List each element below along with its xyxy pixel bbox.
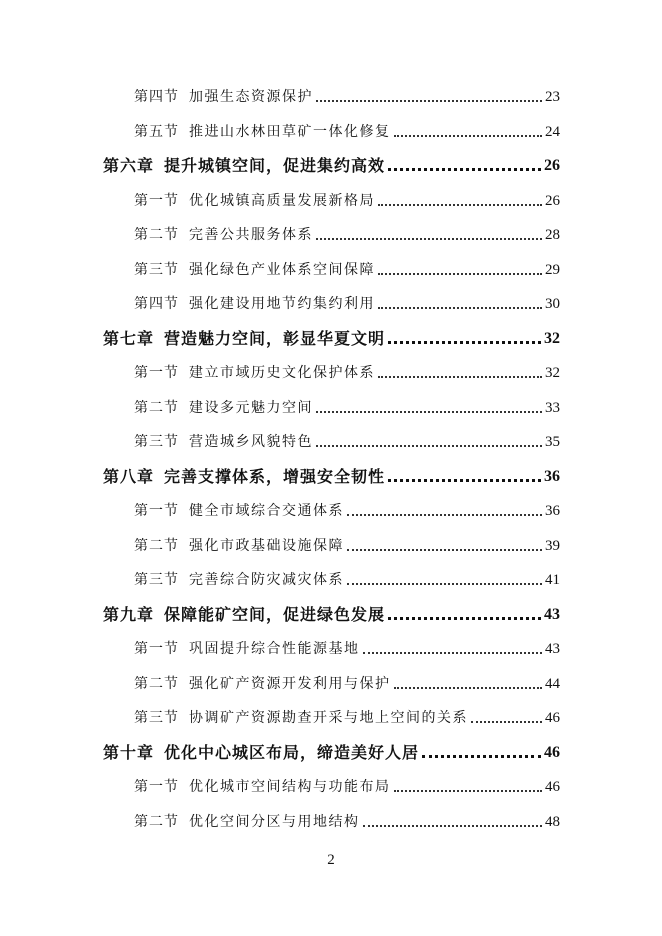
toc-chapter[interactable]	[103, 466, 560, 488]
toc-entry-page: 46	[545, 779, 560, 795]
toc-entry-number: 第三节	[134, 434, 179, 450]
toc-entry-number: 第一节	[134, 193, 179, 209]
toc-entry-title: 建设多元魅力空间	[189, 400, 313, 416]
toc-chapter-title: 完善支撑体系，增强安全韧性	[164, 467, 386, 486]
toc-chapter-title: 保障能矿空间，促进绿色发展	[164, 605, 386, 624]
toc-entry-number: 第二节	[134, 227, 179, 243]
toc-chapter-number: 第七章	[103, 329, 155, 348]
toc-entry-page: 33	[545, 400, 560, 416]
dot-leader	[378, 376, 542, 378]
toc-entry-page: 30	[545, 296, 560, 312]
toc-entry[interactable]	[134, 121, 560, 143]
dot-leader	[316, 445, 542, 447]
toc-entry-page: 39	[545, 538, 560, 554]
toc-entry-number: 第四节	[134, 296, 179, 312]
dot-leader	[388, 168, 541, 171]
toc-entry-title: 巩固提升综合性能源基地	[189, 641, 360, 657]
toc-entry-number: 第二节	[134, 814, 179, 830]
toc-chapter[interactable]	[103, 604, 560, 626]
toc-entry-title: 建立市域历史文化保护体系	[189, 365, 375, 381]
dot-leader	[388, 617, 541, 620]
toc-entry-title: 协调矿产资源勘查开采与地上空间的关系	[189, 710, 468, 726]
toc-entry[interactable]	[134, 86, 560, 108]
toc-chapter-page: 46	[544, 744, 560, 761]
toc-entry-title: 完善综合防灾减灾体系	[189, 572, 344, 588]
toc-entry-number: 第三节	[134, 572, 179, 588]
dot-leader	[422, 755, 541, 758]
dot-leader	[388, 479, 541, 482]
toc-entry[interactable]	[134, 259, 560, 281]
toc-entry[interactable]	[134, 224, 560, 246]
dot-leader	[316, 411, 542, 413]
toc-entry[interactable]	[134, 638, 560, 660]
toc-entry-title: 优化城市空间结构与功能布局	[189, 779, 391, 795]
toc-entry[interactable]	[134, 397, 560, 419]
toc-entry-title: 强化矿产资源开发利用与保护	[189, 676, 391, 692]
toc-entry[interactable]	[134, 776, 560, 798]
toc-chapter-page: 36	[544, 468, 560, 485]
toc-entry[interactable]	[134, 569, 560, 591]
toc-entry-page: 35	[545, 434, 560, 450]
toc-entry-page: 28	[545, 227, 560, 243]
dot-leader	[394, 687, 543, 689]
toc-entry-number: 第一节	[134, 641, 179, 657]
dot-leader	[394, 790, 543, 792]
toc-entry-title: 强化市政基础设施保障	[189, 538, 344, 554]
dot-leader	[378, 204, 542, 206]
toc-chapter-title: 优化中心城区布局，缔造美好人居	[164, 743, 420, 762]
dot-leader	[363, 652, 543, 654]
dot-leader	[316, 238, 542, 240]
toc-entry-number: 第一节	[134, 365, 179, 381]
toc-entry[interactable]	[134, 190, 560, 212]
toc-entry[interactable]	[134, 535, 560, 557]
toc-chapter[interactable]	[103, 155, 560, 177]
toc-entry[interactable]	[134, 362, 560, 384]
toc-entry-page: 36	[545, 503, 560, 519]
toc-entry[interactable]	[134, 811, 560, 833]
toc-chapter-page: 43	[544, 606, 560, 623]
toc-entry-page: 44	[545, 676, 560, 692]
toc-chapter[interactable]	[103, 742, 560, 764]
toc-chapter-number: 第九章	[103, 605, 155, 624]
toc-entry-number: 第一节	[134, 779, 179, 795]
dot-leader	[378, 273, 542, 275]
toc-chapter[interactable]	[103, 328, 560, 350]
toc-entry-page: 32	[545, 365, 560, 381]
toc-chapter-number: 第八章	[103, 467, 155, 486]
dot-leader	[347, 583, 542, 585]
toc-chapter-number: 第六章	[103, 156, 155, 175]
toc-entry-page: 26	[545, 193, 560, 209]
toc-entry-number: 第二节	[134, 538, 179, 554]
toc-entry-number: 第二节	[134, 676, 179, 692]
toc-entry-number: 第二节	[134, 400, 179, 416]
dot-leader	[394, 135, 543, 137]
toc-entry-title: 强化绿色产业体系空间保障	[189, 262, 375, 278]
toc-entry-page: 29	[545, 262, 560, 278]
toc-entry[interactable]	[134, 431, 560, 453]
toc-entry[interactable]	[134, 500, 560, 522]
page-number: 2	[327, 852, 335, 868]
toc-entry-title: 推进山水林田草矿一体化修复	[189, 124, 391, 140]
toc-entry-title: 优化空间分区与用地结构	[189, 814, 360, 830]
toc-entry-number: 第三节	[134, 262, 179, 278]
toc-entry[interactable]	[134, 707, 560, 729]
dot-leader	[316, 100, 542, 102]
toc-entry-number: 第四节	[134, 89, 179, 105]
toc-chapter-page: 26	[544, 157, 560, 174]
toc-entry-page: 46	[545, 710, 560, 726]
dot-leader	[347, 514, 542, 516]
toc-chapter-title: 营造魅力空间，彰显华夏文明	[164, 329, 386, 348]
toc-entry[interactable]	[134, 293, 560, 315]
dot-leader	[471, 721, 542, 723]
toc-entry-page: 24	[545, 124, 560, 140]
dot-leader	[363, 825, 543, 827]
toc-entry-number: 第一节	[134, 503, 179, 519]
dot-leader	[378, 307, 542, 309]
toc-entry-number: 第五节	[134, 124, 179, 140]
toc-entry-page: 43	[545, 641, 560, 657]
dot-leader	[347, 549, 542, 551]
toc-entry-title: 强化建设用地节约集约利用	[189, 296, 375, 312]
dot-leader	[388, 341, 541, 344]
toc-entry-page: 41	[545, 572, 560, 588]
toc-chapter-page: 32	[544, 330, 560, 347]
toc-entry-page: 48	[545, 814, 560, 830]
toc-entry-page: 23	[545, 89, 560, 105]
toc-entry-title: 加强生态资源保护	[189, 89, 313, 105]
toc-entry[interactable]	[134, 673, 560, 695]
toc-chapter-number: 第十章	[103, 743, 155, 762]
toc-entry-title: 健全市域综合交通体系	[189, 503, 344, 519]
toc-entry-title: 完善公共服务体系	[189, 227, 313, 243]
toc-entry-number: 第三节	[134, 710, 179, 726]
toc-chapter-title: 提升城镇空间，促进集约高效	[164, 156, 386, 175]
toc-entry-title: 营造城乡风貌特色	[189, 434, 313, 450]
toc-entry-title: 优化城镇高质量发展新格局	[189, 193, 375, 209]
